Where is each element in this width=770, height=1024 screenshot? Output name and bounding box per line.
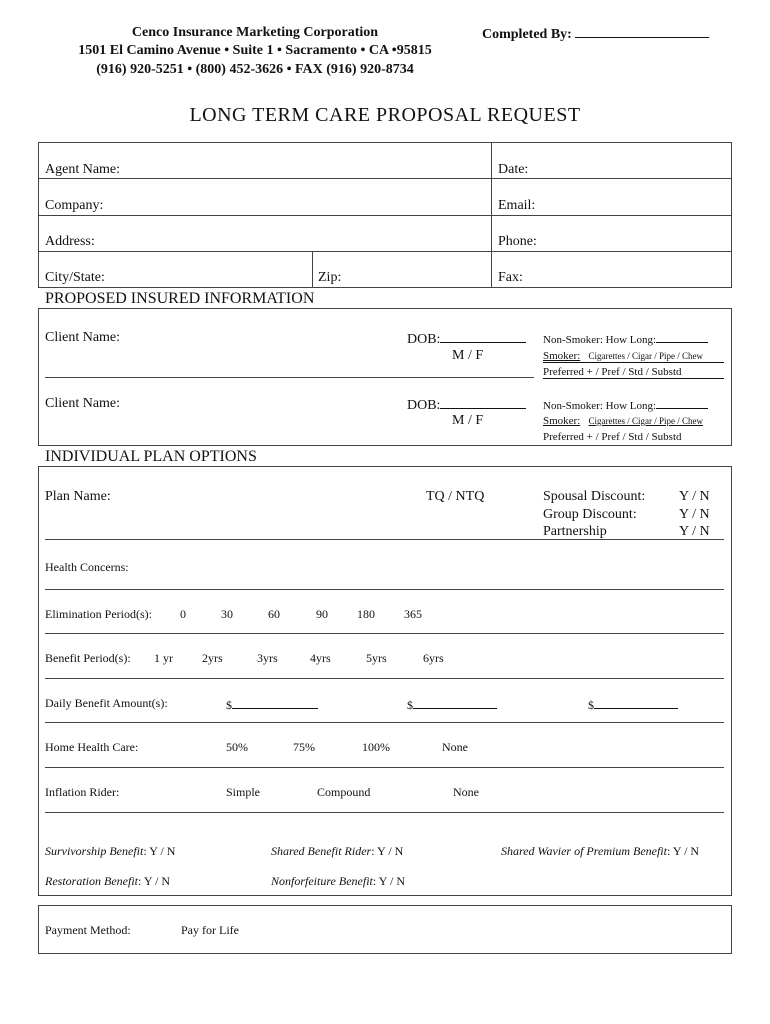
survivorship-benefit[interactable]: Survivorship Benefit: Y / N [45, 844, 176, 858]
daily-benefit-amount-1[interactable]: $ [226, 696, 318, 713]
home-option-none[interactable]: None [442, 740, 468, 754]
phone-field[interactable]: Phone: [498, 234, 537, 249]
benefit-option-1yr[interactable]: 1 yr [154, 651, 173, 665]
sex-select-2[interactable]: M / F [452, 413, 484, 428]
elimination-option-30[interactable]: 30 [221, 607, 233, 621]
fax-field[interactable]: Fax: [498, 270, 523, 285]
dob-1[interactable]: DOB: [407, 330, 526, 348]
inflation-rider-label: Inflation Rider: [45, 785, 120, 799]
home-option-75[interactable]: 75% [293, 740, 315, 754]
client-name-2[interactable]: Client Name: [45, 396, 121, 411]
shared-benefit-rider[interactable]: Shared Benefit Rider: Y / N [271, 844, 404, 858]
home-health-care-label: Home Health Care: [45, 740, 139, 754]
address-field[interactable]: Address: [45, 234, 95, 249]
form-title: LONG TERM CARE PROPOSAL REQUEST [189, 104, 581, 126]
dob-2[interactable]: DOB: [407, 396, 526, 414]
health-concerns-field[interactable]: Health Concerns: [45, 560, 129, 574]
daily-benefit-amount-3[interactable]: $ [588, 696, 678, 713]
benefit-option-4yrs[interactable]: 4yrs [310, 651, 331, 665]
group-discount-label: Group Discount: [543, 507, 637, 522]
inflation-option-simple[interactable]: Simple [226, 785, 261, 799]
email-field[interactable]: Email: [498, 198, 536, 213]
non-smoker-2[interactable]: Non-Smoker: How Long: [543, 398, 708, 412]
completed-by-label: Completed By: [482, 25, 709, 43]
home-option-100[interactable]: 100% [362, 740, 390, 754]
benefit-period-label: Benefit Period(s): [45, 651, 131, 665]
city-state-field[interactable]: City/State: [45, 270, 105, 285]
payment-box [38, 905, 732, 954]
company-phones: (916) 920-5251 • (800) 452-3626 • FAX (916) 920-8734 [96, 62, 414, 77]
partnership-label: Partnership [543, 524, 607, 539]
group-discount-yn[interactable]: Y / N [679, 507, 710, 522]
inflation-option-compound[interactable]: Compound [317, 785, 371, 799]
plan-name-field[interactable]: Plan Name: [45, 489, 111, 504]
shared-waiver-premium[interactable]: Shared Wavier of Premium Benefit: Y / N [501, 844, 700, 858]
agent-name-field[interactable]: Agent Name: [45, 162, 121, 177]
daily-benefit-amount-2[interactable]: $ [407, 696, 497, 713]
elimination-option-90[interactable]: 90 [316, 607, 328, 621]
insured-section-heading: PROPOSED INSURED INFORMATION [45, 290, 315, 307]
rating-2[interactable]: Preferred + / Pref / Std / Substd [543, 431, 682, 443]
plan-options-box [38, 466, 732, 896]
elimination-option-180[interactable]: 180 [357, 607, 375, 621]
restoration-benefit[interactable]: Restoration Benefit: Y / N [45, 874, 171, 888]
benefit-option-6yrs[interactable]: 6yrs [423, 651, 444, 665]
benefit-option-5yrs[interactable]: 5yrs [366, 651, 387, 665]
smoker-1[interactable]: Smoker: Cigarettes / Cigar / Pipe / Chew [543, 350, 724, 363]
plan-section-heading: INDIVIDUAL PLAN OPTIONS [45, 448, 257, 465]
elimination-period-label: Elimination Period(s): [45, 607, 152, 621]
sex-select-1[interactable]: M / F [452, 348, 484, 363]
spousal-discount-label: Spousal Discount: [543, 489, 646, 504]
payment-method-label: Payment Method: [45, 923, 131, 937]
home-option-50[interactable]: 50% [226, 740, 248, 754]
company-name: Cenco Insurance Marketing Corporation [131, 25, 379, 40]
client-name-1[interactable]: Client Name: [45, 330, 121, 345]
date-field[interactable]: Date: [498, 162, 529, 177]
zip-field[interactable]: Zip: [318, 270, 342, 285]
payment-option-pay-for-life[interactable]: Pay for Life [181, 923, 239, 937]
partnership-yn[interactable]: Y / N [679, 524, 710, 539]
smoker-2[interactable]: Smoker: Cigarettes / Cigar / Pipe / Chew [543, 415, 704, 427]
rating-1[interactable]: Preferred + / Pref / Std / Substd [543, 366, 724, 379]
inflation-option-none[interactable]: None [453, 785, 479, 799]
benefit-option-2yrs[interactable]: 2yrs [202, 651, 223, 665]
elimination-option-0[interactable]: 0 [180, 607, 186, 621]
elimination-option-365[interactable]: 365 [404, 607, 422, 621]
spousal-discount-yn[interactable]: Y / N [679, 489, 710, 504]
non-smoker-1[interactable]: Non-Smoker: How Long: [543, 332, 708, 346]
benefit-option-3yrs[interactable]: 3yrs [257, 651, 278, 665]
company-field[interactable]: Company: [45, 198, 104, 213]
tq-ntq-select[interactable]: TQ / NTQ [426, 489, 485, 504]
daily-benefit-label: Daily Benefit Amount(s): [45, 696, 168, 710]
company-address: 1501 El Camino Avenue • Suite 1 • Sacramento • CA •95815 [78, 43, 432, 58]
elimination-option-60[interactable]: 60 [268, 607, 280, 621]
nonforfeiture-benefit[interactable]: Nonforfeiture Benefit: Y / N [271, 874, 405, 888]
